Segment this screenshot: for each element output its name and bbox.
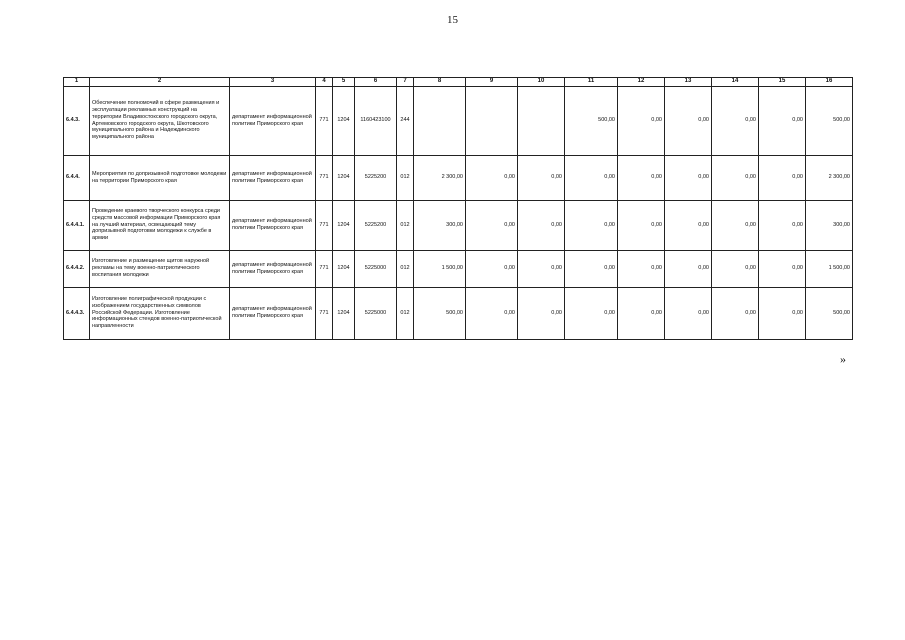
cell-col10 (518, 86, 565, 155)
cell-col11: 0,00 (565, 287, 618, 339)
col-header: 8 (414, 78, 466, 87)
cell-col9 (466, 86, 518, 155)
cell-col4: 771 (316, 155, 333, 200)
row-description: Проведение краевого творческого конкурса среди средств массовой информации Приморского края на лучший материал, освещающий тему допризывной подготовки молодежи к службе в армии (90, 200, 230, 250)
col-header: 9 (466, 78, 518, 87)
cell-col14: 0,00 (712, 287, 759, 339)
col-header: 3 (230, 78, 316, 87)
cell-col5: 1204 (333, 155, 355, 200)
cell-col12: 0,00 (618, 155, 665, 200)
cell-col10: 0,00 (518, 250, 565, 287)
table-row (64, 86, 853, 155)
row-description: Обеспечение полномочий в сфере размещения и эксплуатации рекламных конструкций на территории Владивостокского городского округа, Артемовского городского округа, Шкотовского муниципального района и Надеждинского муниципального района (90, 86, 230, 155)
cell-col4: 771 (316, 250, 333, 287)
col-header: 7 (397, 78, 414, 87)
cell-col12: 0,00 (618, 287, 665, 339)
row-number: 6.4.4.2. (64, 250, 90, 287)
cell-col7: 012 (397, 200, 414, 250)
cell-col15: 0,00 (759, 200, 806, 250)
cell-col5: 1204 (333, 200, 355, 250)
cell-col8: 300,00 (414, 200, 466, 250)
cell-col11: 500,00 (565, 86, 618, 155)
cell-col12: 0,00 (618, 200, 665, 250)
budget-table (63, 77, 853, 340)
cell-col15: 0,00 (759, 155, 806, 200)
cell-col14: 0,00 (712, 200, 759, 250)
cell-col6: 5225200 (355, 200, 397, 250)
col-header: 12 (618, 78, 665, 87)
col-header: 15 (759, 78, 806, 87)
col-header: 1 (64, 78, 90, 87)
cell-col16: 2 300,00 (806, 155, 853, 200)
cell-col10: 0,00 (518, 155, 565, 200)
row-number: 6.4.4. (64, 155, 90, 200)
cell-col9: 0,00 (466, 155, 518, 200)
row-number: 6.4.4.3. (64, 287, 90, 339)
cell-col8: 2 300,00 (414, 155, 466, 200)
cell-col13: 0,00 (665, 250, 712, 287)
cell-col13: 0,00 (665, 155, 712, 200)
row-description: Мероприятия по допризывной подготовке молодежи на территории Приморского края (90, 155, 230, 200)
cell-col13: 0,00 (665, 287, 712, 339)
cell-col5: 1204 (333, 287, 355, 339)
cell-col14: 0,00 (712, 250, 759, 287)
col-header: 10 (518, 78, 565, 87)
table-row (64, 155, 853, 200)
cell-col11: 0,00 (565, 250, 618, 287)
cell-col14: 0,00 (712, 155, 759, 200)
col-header: 14 (712, 78, 759, 87)
page-number: 15 (447, 14, 458, 26)
row-department: департамент информационной политики Приморского края (230, 250, 316, 287)
cell-col5: 1204 (333, 86, 355, 155)
row-department: департамент информационной политики Приморского края (230, 287, 316, 339)
cell-col15: 0,00 (759, 86, 806, 155)
cell-col4: 771 (316, 200, 333, 250)
cell-col12: 0,00 (618, 250, 665, 287)
cell-col8: 500,00 (414, 287, 466, 339)
row-department: департамент информационной политики Приморского края (230, 86, 316, 155)
cell-col14: 0,00 (712, 86, 759, 155)
cell-col6: 5225000 (355, 287, 397, 339)
col-header: 6 (355, 78, 397, 87)
cell-col11: 0,00 (565, 200, 618, 250)
col-header: 16 (806, 78, 853, 87)
cell-col10: 0,00 (518, 287, 565, 339)
cell-col15: 0,00 (759, 287, 806, 339)
col-header: 11 (565, 78, 618, 87)
cell-col16: 500,00 (806, 86, 853, 155)
col-header: 5 (333, 78, 355, 87)
cell-col8: 1 500,00 (414, 250, 466, 287)
col-header: 13 (665, 78, 712, 87)
table-row (64, 287, 853, 339)
closing-quote-mark: » (840, 352, 846, 366)
cell-col15: 0,00 (759, 250, 806, 287)
row-number: 6.4.4.1. (64, 200, 90, 250)
cell-col5: 1204 (333, 250, 355, 287)
cell-col4: 771 (316, 287, 333, 339)
cell-col16: 300,00 (806, 200, 853, 250)
col-header: 2 (90, 78, 230, 87)
cell-col7: 012 (397, 155, 414, 200)
cell-col9: 0,00 (466, 287, 518, 339)
cell-col9: 0,00 (466, 250, 518, 287)
row-department: департамент информационной политики Приморского края (230, 155, 316, 200)
cell-col13: 0,00 (665, 86, 712, 155)
cell-col16: 500,00 (806, 287, 853, 339)
cell-col6: 1160423100 (355, 86, 397, 155)
cell-col10: 0,00 (518, 200, 565, 250)
cell-col7: 012 (397, 250, 414, 287)
cell-col13: 0,00 (665, 200, 712, 250)
cell-col9: 0,00 (466, 200, 518, 250)
cell-col12: 0,00 (618, 86, 665, 155)
table-row (64, 200, 853, 250)
cell-col6: 5225200 (355, 155, 397, 200)
row-number: 6.4.3. (64, 86, 90, 155)
row-description: Изготовление полиграфической продукции с изображением государственных символов Российской Федерации. Изготовление информационных стендов военно-патриотической направленности (90, 287, 230, 339)
cell-col7: 012 (397, 287, 414, 339)
cell-col16: 1 500,00 (806, 250, 853, 287)
cell-col7: 244 (397, 86, 414, 155)
cell-col4: 771 (316, 86, 333, 155)
col-header: 4 (316, 78, 333, 87)
cell-col6: 5225000 (355, 250, 397, 287)
row-department: департамент информационной политики Приморского края (230, 200, 316, 250)
cell-col11: 0,00 (565, 155, 618, 200)
cell-col8 (414, 86, 466, 155)
row-description: Изготовление и размещение щитов наружной рекламы на тему военно-патриотического воспитания молодежи (90, 250, 230, 287)
header-row (64, 78, 853, 87)
table-row (64, 250, 853, 287)
